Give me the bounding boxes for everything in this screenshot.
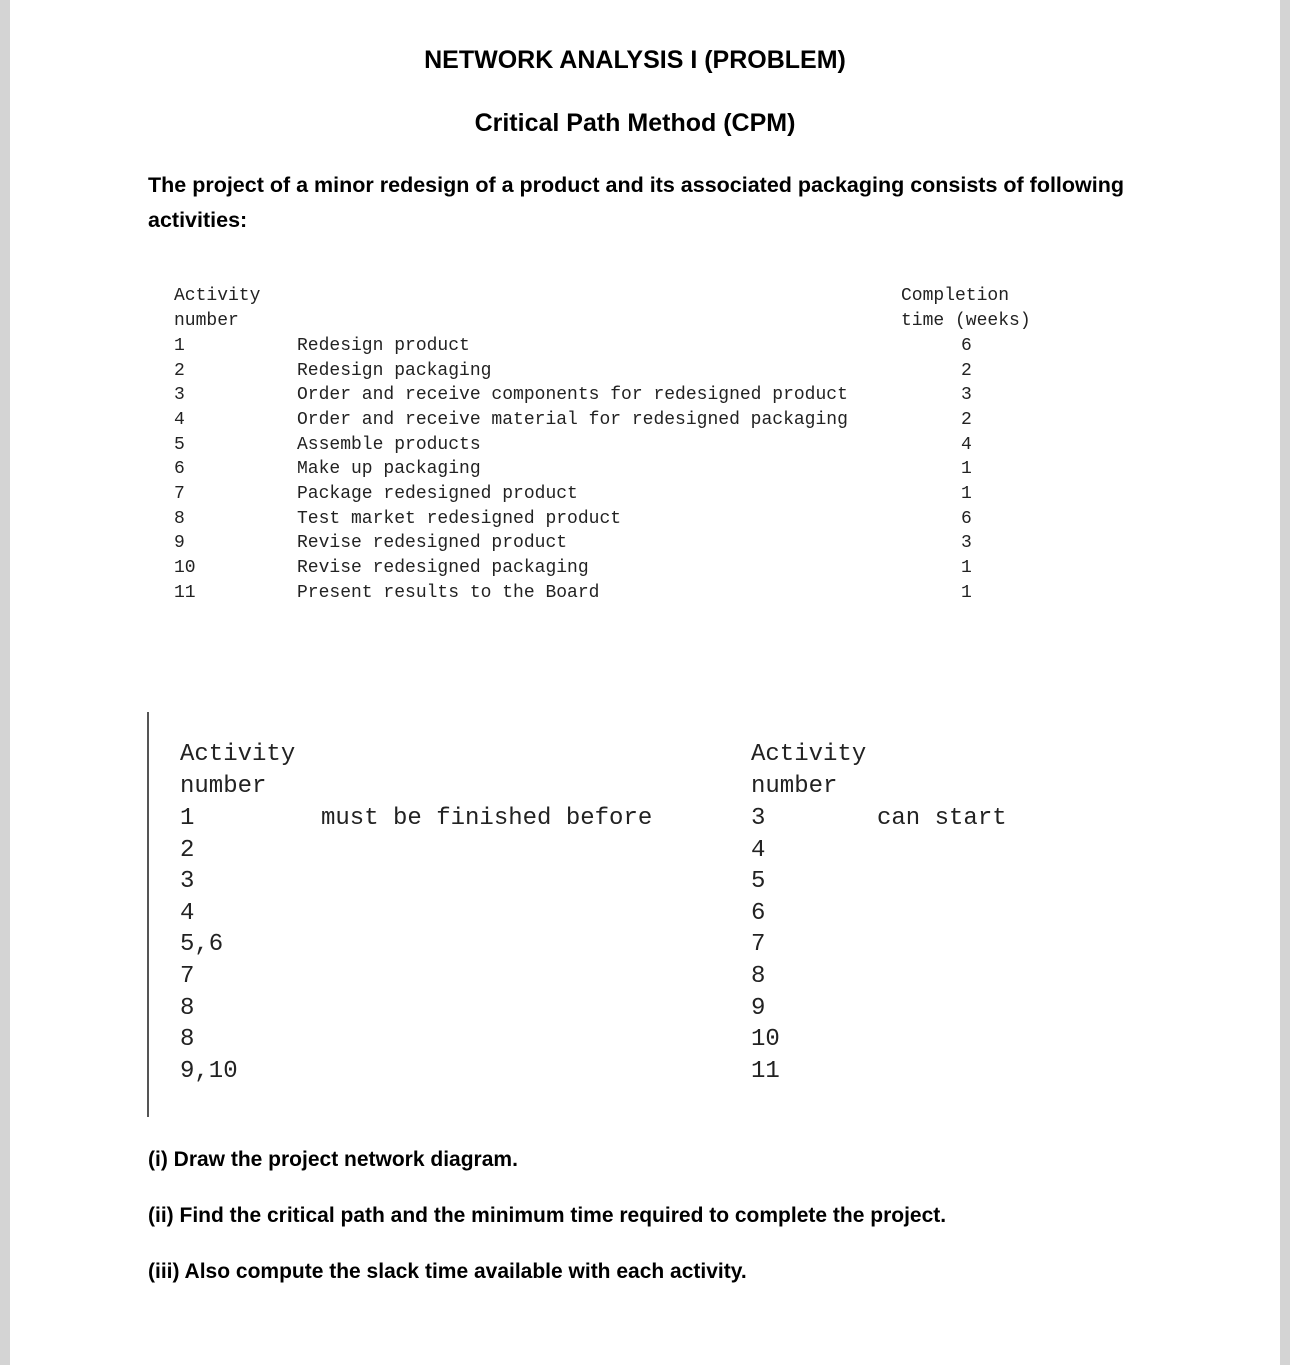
predecessor-activity: 7: [180, 963, 195, 990]
activity-description: Revise redesigned product: [297, 533, 568, 554]
activity-number: 10: [174, 557, 196, 578]
activity-number: 11: [174, 582, 196, 603]
activity-number: 3: [174, 385, 185, 406]
activity-number: 5: [174, 434, 185, 455]
document-subtitle: Critical Path Method (CPM): [474, 109, 796, 137]
document-title: NETWORK ANALYSIS I (PROBLEM): [424, 46, 846, 74]
question-2: (ii) Find the critical path and the minimum time required to complete the project.: [148, 1204, 947, 1227]
activity-description: Present results to the Board: [297, 582, 600, 603]
question-1: (i) Draw the project network diagram.: [148, 1148, 518, 1171]
completion-time: 2: [961, 360, 972, 381]
activity-number: 6: [174, 459, 185, 480]
successor-activity: 10: [751, 1026, 780, 1054]
completion-time: 4: [961, 434, 972, 455]
completion-header-line1: Completion: [901, 286, 1010, 306]
activity-number: 8: [174, 508, 185, 529]
activity-header-line1: Activity: [174, 286, 261, 306]
successor-activity: 9: [751, 994, 766, 1022]
completion-time: 1: [961, 483, 972, 504]
completion-header-line2: time (weeks): [901, 311, 1031, 331]
activity-description: Revise redesigned packaging: [297, 557, 589, 578]
predecessor-activity: 8: [180, 1026, 195, 1054]
activity-number: 7: [174, 483, 185, 504]
successor-activity: 11: [751, 1057, 780, 1085]
completion-time: 2: [961, 409, 972, 430]
successor-activity: 6: [751, 899, 766, 927]
completion-time: 1: [961, 459, 972, 480]
successor-activity: 3: [751, 805, 766, 832]
completion-time: 1: [961, 582, 972, 603]
post-activity-header-line2: number: [751, 773, 838, 800]
predecessor-activity: 5,6: [180, 931, 224, 959]
activity-description: Test market redesigned product: [297, 508, 622, 529]
completion-time: 3: [961, 385, 972, 406]
activity-description: Order and receive material for redesigned packaging: [297, 409, 848, 430]
successor-activity: 8: [751, 963, 766, 990]
predecessor-activity: 2: [180, 836, 195, 864]
activity-description: Assemble products: [297, 434, 481, 455]
activity-number: 2: [174, 360, 185, 381]
completion-time: 1: [961, 557, 972, 578]
predecessor-activity: 4: [180, 899, 195, 927]
activity-description: Order and receive components for redesigned product: [297, 385, 848, 406]
pre-activity-header-line1: Activity: [180, 741, 296, 768]
activity-number: 1: [174, 336, 185, 356]
activity-description: Redesign packaging: [297, 360, 492, 381]
precedence-divider-line: [147, 712, 149, 1117]
predecessor-activity: 8: [180, 994, 195, 1022]
successor-activity: 4: [751, 836, 766, 864]
must-finish-before-phrase: must be finished before: [321, 805, 653, 832]
question-3: (iii) Also compute the slack time available with each activity.: [148, 1260, 747, 1283]
completion-time: 3: [961, 533, 972, 554]
intro-paragraph: The project of a minor redesign of a product and its associated packaging consists of following activities:: [148, 173, 1125, 232]
activity-description: Make up packaging: [297, 459, 481, 480]
completion-time: 6: [961, 336, 972, 356]
post-activity-header-line1: Activity: [751, 741, 867, 768]
activity-number: 9: [174, 533, 185, 554]
activity-description: Redesign product: [297, 336, 470, 356]
successor-activity: 5: [751, 868, 766, 896]
activity-number: 4: [174, 409, 185, 430]
predecessor-activity: 1: [180, 805, 195, 832]
predecessor-activity: 9,10: [180, 1057, 238, 1085]
activity-description: Package redesigned product: [297, 483, 578, 504]
predecessor-activity: 3: [180, 868, 195, 896]
can-start-phrase: can start: [877, 805, 1007, 832]
completion-time: 6: [961, 508, 972, 529]
activity-header-line2: number: [174, 311, 239, 331]
successor-activity: 7: [751, 931, 766, 959]
pre-activity-header-line2: number: [180, 773, 267, 800]
